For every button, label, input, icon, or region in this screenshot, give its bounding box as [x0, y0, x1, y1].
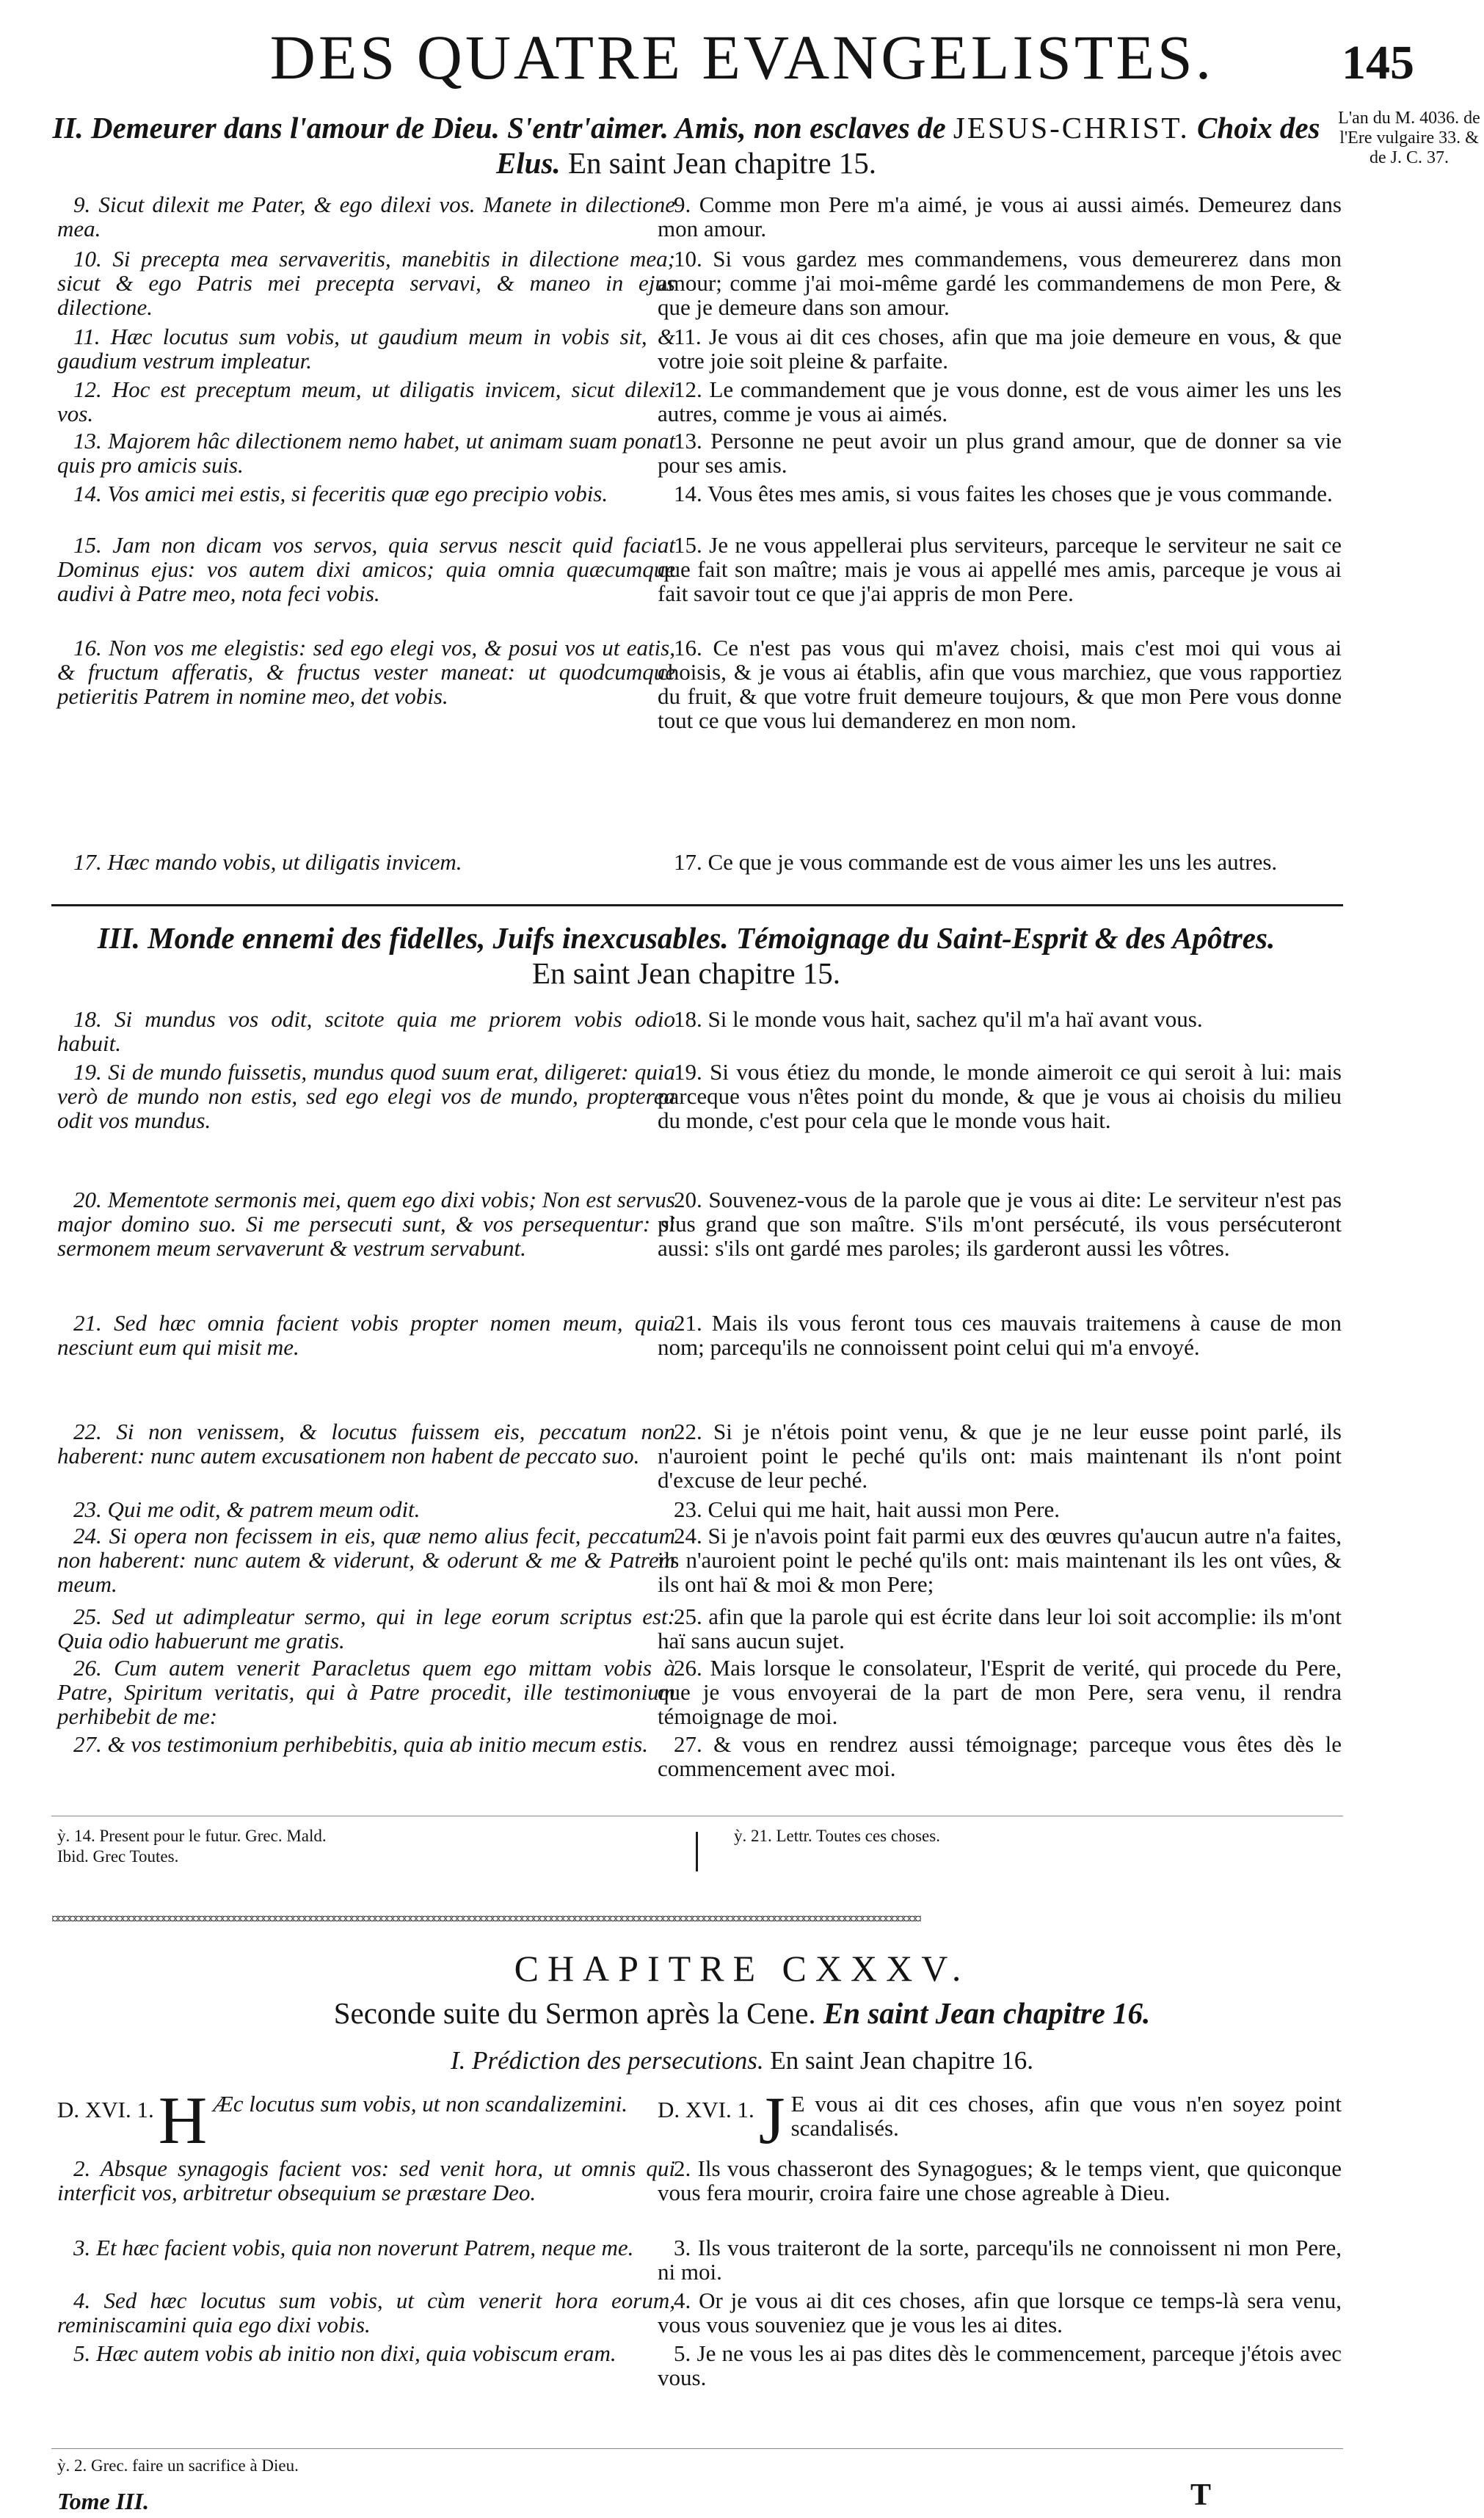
section-3-heading-reference: En saint Jean chapitre 15. [531, 956, 841, 990]
latin-verse: 25. Sed ut adimpleatur sermo, qui in lege eorum scriptus est: Quia odio habuerunt me gratis. [57, 1604, 675, 1653]
footnote-separator [696, 1832, 698, 1871]
chapter-subtitle-roman: Seconde suite du Sermon après la Cene. [333, 1996, 816, 2030]
section-2-heading [51, 110, 1321, 181]
french-verse-label: D. XVI. 1. [658, 2097, 754, 2122]
latin-verse: 21. Sed hæc omnia facient vobis propter nomen meum, quia nesciunt eum qui misit me. [57, 1310, 675, 1360]
french-verse: 16. Ce n'est pas vous qui m'avez choisi, mais c'est moi qui vous ai choisis, & je vous ai établis, afin que vous marchiez, que vous rapportiez du fruit, & que votre fruit demeure toujours, & que mon Pere vous donne tout ce que vous lui demanderez en mon nom. [658, 635, 1342, 733]
section-3-heading [51, 920, 1321, 991]
french-verse: 26. Mais lorsque le consolateur, l'Esprit de verité, qui procede du Pere, que je vous envoyerai de la part de mon Pere, sera venu, il rendra témoignage de moi. [658, 1655, 1342, 1729]
running-title: DES QUATRE EVANGELISTES. [269, 22, 1215, 92]
french-verse: 14. Vous êtes mes amis, si vous faites les choses que je vous commande. [674, 481, 1333, 506]
margin-date-note: L'an du M. 4036. de l'Ere vulgaire 33. & de J. C. 37. [1338, 109, 1480, 167]
ornament-band: ¤¤¤¤¤¤¤¤¤¤¤¤¤¤¤¤¤¤¤¤¤¤¤¤¤¤¤¤¤¤¤¤¤¤¤¤¤¤¤¤¤¤¤¤¤¤¤¤¤¤¤¤¤¤¤¤¤¤¤¤¤¤¤¤¤¤¤¤¤¤¤¤¤¤¤¤¤¤¤¤¤¤¤¤¤¤¤¤¤¤¤¤¤¤¤¤¤¤¤¤¤¤¤¤¤¤¤¤¤¤¤¤¤¤¤¤¤¤¤¤¤¤¤¤¤¤¤¤¤¤¤¤¤¤¤¤¤¤¤¤¤¤¤¤¤¤¤¤ [51, 1911, 920, 1927]
bottom-footnote-rule [51, 2448, 1343, 2449]
latin-verse: 11. Hæc locutus sum vobis, ut gaudium meum in vobis sit, & gaudium vestrum impleatur. [57, 324, 675, 374]
section-3-heading-italic: III. Monde ennemi des fidelles, Juifs inexcusables. Témoignage du Saint-Esprit & des Apôtres. [97, 921, 1276, 955]
french-verse: 21. Mais ils vous feront tous ces mauvais traitemens à cause de mon nom; parcequ'ils ne connoissent point celui qui m'a envoyé. [658, 1310, 1342, 1360]
french-verse: 4. Or je vous ai dit ces choses, afin que lorsque ce temps-là sera venu, vous vous souveniez que je vous les ai dites. [658, 2288, 1342, 2337]
latin-verse: 2. Absque synagogis facient vos: sed venit hora, ut omnis qui interficit vos, arbitretur obsequium se præstare Deo. [57, 2155, 675, 2205]
french-verse: 2. Ils vous chasseront des Synagogues; & le temps vient, que quiconque vous fera mourir, croira faire une chose agreable à Dieu. [658, 2155, 1342, 2205]
latin-first-verse [57, 2083, 675, 2158]
french-verse: 23. Celui qui me hait, hait aussi mon Pere. [674, 1496, 1061, 1522]
french-verse: 13. Personne ne peut avoir un plus grand amour, que de donner sa vie pour ses amis. [658, 428, 1342, 478]
french-verse: 17. Ce que je vous commande est de vous aimer les uns les autres. [674, 849, 1278, 875]
french-verse: 20. Souvenez-vous de la parole que je vous ai dite: Le serviteur n'est pas plus grand que son maître. S'ils m'ont persécuté, ils vous persécuteront aussi: s'ils ont gardé mes paroles; ils garderont aussi les vôtres. [658, 1187, 1342, 1261]
latin-verse: 5. Hæc autem vobis ab initio non dixi, quia vobiscum eram. [73, 2340, 616, 2366]
french-first-verse [658, 2083, 1342, 2158]
french-verse: 15. Je ne vous appellerai plus serviteurs, parceque le serviteur ne sait ce que fait son maître; mais je vous ai appellé mes amis, parceque je vous ai fait savoir tout ce que j'ai appris de mon Pere. [658, 532, 1342, 606]
latin-verse: 9. Sicut dilexit me Pater, & ego dilexi vos. Manete in dilectione mea. [57, 192, 675, 241]
latin-verse: 27. & vos testimonium perhibebitis, quia ab initio mecum estis. [73, 1731, 648, 1757]
latin-verse-label: D. XVI. 1. [57, 2097, 154, 2122]
latin-verse: 3. Et hæc facient vobis, quia non noverunt Patrem, neque me. [73, 2235, 634, 2260]
chapter-section-1-heading [0, 2045, 1484, 2077]
french-verse: 18. Si le monde vous hait, sachez qu'il m'a haï avant vous. [674, 1006, 1203, 1032]
latin-verse: 24. Si opera non fecissem in eis, quæ nemo alius fecit, peccatum non haberent: nunc autem & viderunt, & oderunt & me & Patrem meum. [57, 1523, 675, 1597]
chapter-subtitle [0, 1995, 1484, 2031]
footnote-left-2: Ibid. Grec Toutes. [57, 1847, 179, 1866]
latin-first-verse-text: Æc locutus sum vobis, ut non scandalizemini. [213, 2091, 628, 2117]
chapter-title: CHAPITRE CXXXV. [514, 1948, 970, 1989]
section-2-heading-caps: JESUS-CHRIST. [953, 111, 1190, 145]
latin-verse: 20. Mementote sermonis mei, quem ego dixi vobis; Non est servus major domino suo. Si me persecuti sunt, & vos persequentur: si sermonem meum servaverunt & vestrum servabunt. [57, 1187, 675, 1261]
french-verse: 27. & vous en rendrez aussi témoignage; parceque vous êtes dès le commencement avec moi. [658, 1731, 1342, 1781]
latin-verse: 23. Qui me odit, & patrem meum odit. [73, 1496, 421, 1522]
latin-verse: 13. Majorem hâc dilectionem nemo habet, ut animam suam ponat quis pro amicis suis. [57, 428, 675, 478]
drop-cap: J [758, 2083, 785, 2158]
latin-verse: 4. Sed hæc locutus sum vobis, ut cùm venerit hora eorum, reminiscamini quia ego dixi vobis. [57, 2288, 675, 2337]
french-verse: 10. Si vous gardez mes commandemens, vous demeurerez dans mon amour; comme j'ai moi-même gardé les commandemens de mon Pere, & que je demeure dans son amour. [658, 246, 1342, 320]
latin-verse: 19. Si de mundo fuissetis, mundus quod suum erat, diligeret: quia verò de mundo non estis, sed ego elegi vos de mundo, propterea odit vos mundus. [57, 1059, 675, 1133]
french-verse: 25. afin que la parole qui est écrite dans leur loi soit accomplie: ils m'ont haï sans aucun sujet. [658, 1604, 1342, 1653]
chapter-subtitle-reference: En saint Jean chapitre 16. [823, 1996, 1151, 2030]
latin-verse: 22. Si non venissem, & locutus fuissem eis, peccatum non haberent: nunc autem excusationem non habent de peccato suo. [57, 1419, 675, 1469]
latin-verse: 15. Jam non dicam vos servos, quia servus nescit quid faciat Dominus ejus: vos autem dixi amicos; quia omnia quæcumque audivi à Patre meo, nota feci vobis. [57, 532, 675, 606]
french-verse: 22. Si je n'étois point venu, & que je ne leur eusse point parlé, ils n'auroient point le peché qu'ils ont: mais maintenant ils n'ont point d'excuse de leur peché. [658, 1419, 1342, 1493]
section-2-heading-italic-2: Choix des Elus. [495, 111, 1320, 180]
french-verse: 3. Ils vous traiteront de la sorte, parcequ'ils ne connoissent ni mon Pere, ni moi. [658, 2235, 1342, 2285]
drop-cap: H [158, 2083, 208, 2158]
latin-verse: 14. Vos amici mei estis, si feceritis quæ ego precipio vobis. [73, 481, 608, 506]
page-number: 145 [1342, 36, 1414, 90]
latin-verse: 16. Non vos me elegistis: sed ego elegi vos, & posui vos ut eatis, & fructum afferatis, & fructus vester maneat: ut quodcumque petieritis Patrem in nomine meo, det vobis. [57, 635, 675, 709]
footnote-right-1: ỳ. 21. Lettr. Toutes ces choses. [734, 1827, 940, 1845]
footnote-left-1: ỳ. 14. Present pour le futur. Grec. Mald. [57, 1827, 327, 1845]
french-verse: 9. Comme mon Pere m'a aimé, je vous ai aussi aimés. Demeurez dans mon amour. [658, 192, 1342, 241]
latin-verse: 17. Hæc mando vobis, ut diligatis invicem. [73, 849, 462, 875]
french-verse: 19. Si vous étiez du monde, le monde aimeroit ce qui seroit à lui: mais parceque vous n'êtes point du monde, & que je vous ai choisis du milieu du monde, c'est pour cela que le monde vous hait. [658, 1059, 1342, 1133]
signature-mark: T [1190, 2478, 1212, 2512]
latin-verse: 12. Hoc est preceptum meum, ut diligatis invicem, sicut dilexi vos. [57, 376, 675, 426]
french-verse: 24. Si je n'avois point fait parmi eux des œuvres qu'aucun autre n'a faites, ils n'auroient point le peché qu'ils ont: mais maintenant ils les ont vûes, & ils ont haï & moi & mon Pere; [658, 1523, 1342, 1597]
chapter-section-1-italic: I. Prédiction des persecutions. [450, 2046, 764, 2075]
french-verse: 12. Le commandement que je vous donne, est de vous aimer les uns les autres, comme je vous ai aimés. [658, 376, 1342, 426]
bottom-footnote: ỳ. 2. Grec. faire un sacrifice à Dieu. [57, 2456, 299, 2475]
latin-verse: 18. Si mundus vos odit, scitote quia me priorem vobis odio habuit. [57, 1006, 675, 1056]
latin-verse: 10. Si precepta mea servaveritis, manebitis in dilectione mea; sicut & ego Patris mei precepta servavi, & maneo in ejus dilectione. [57, 246, 675, 320]
latin-verse: 26. Cum autem venerit Paracletus quem ego mittam vobis à Patre, Spiritum veritatis, qui à Patre procedit, ille testimonium perhibebit de me: [57, 1655, 675, 1729]
section-2-heading-italic: II. Demeurer dans l'amour de Dieu. S'entr'aimer. Amis, non esclaves de [52, 111, 946, 145]
section-divider-rule [51, 904, 1343, 906]
volume-number: Tome III. [57, 2488, 150, 2514]
french-verse: 11. Je vous ai dit ces choses, afin que ma joie demeure en vous, & que votre joie soit pleine & parfaite. [658, 324, 1342, 374]
chapter-section-1-reference: En saint Jean chapitre 16. [770, 2046, 1034, 2075]
french-verse: 5. Je ne vous les ai pas dites dès le commencement, parceque j'étois avec vous. [658, 2340, 1342, 2390]
section-2-heading-reference: En saint Jean chapitre 15. [567, 146, 877, 180]
french-first-verse-text: E vous ai dit ces choses, afin que vous n'en soyez point scandalisés. [790, 2091, 1342, 2141]
